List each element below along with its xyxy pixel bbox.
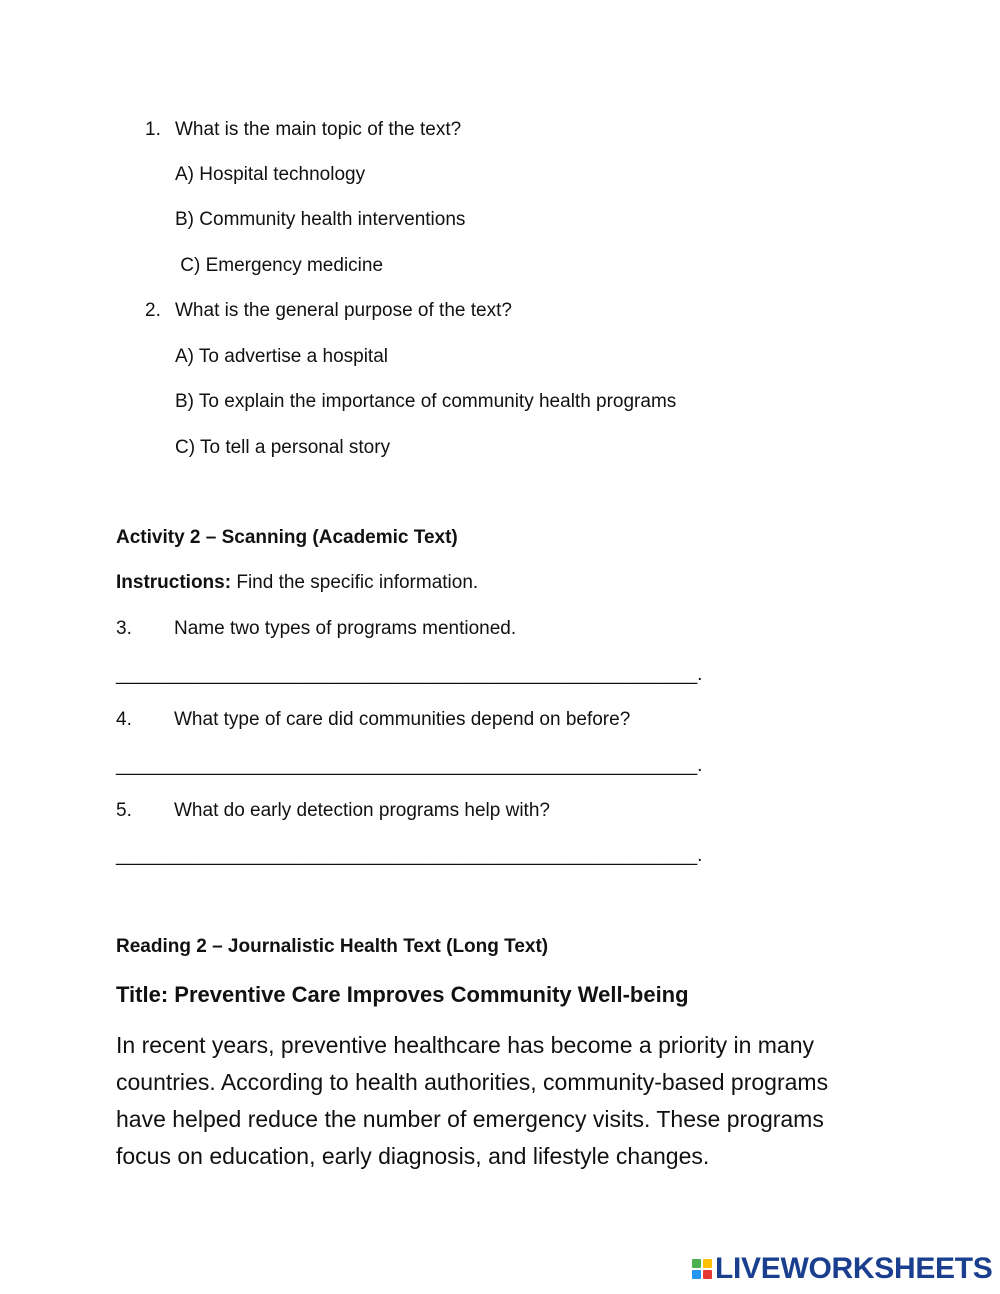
question-2-option-b[interactable]: B) To explain the importance of community health programs — [175, 391, 677, 412]
question-5-answer-blank[interactable]: _______________________________________________________. — [116, 845, 703, 866]
question-3-answer-blank[interactable]: _______________________________________________________. — [116, 664, 703, 685]
activity-2-instructions — [116, 572, 478, 594]
reading-2-title: Title: Preventive Care Improves Community Well-being — [116, 982, 689, 1007]
instructions-text: Find the specific information. — [231, 572, 479, 593]
question-2-number: 2. — [145, 300, 161, 321]
question-1-text: What is the main topic of the text? — [175, 119, 462, 140]
question-5-number: 5. — [116, 800, 132, 821]
logo-square-green — [692, 1259, 701, 1268]
question-2-option-c[interactable]: C) To tell a personal story — [175, 437, 391, 458]
question-1-option-c[interactable]: C) Emergency medicine — [175, 255, 384, 276]
logo-square-blue — [692, 1270, 701, 1279]
question-4-text: What type of care did communities depend on before? — [174, 709, 631, 730]
question-3-number: 3. — [116, 618, 132, 639]
liveworksheets-logo-text: LIVEWORKSHEETS — [715, 1252, 993, 1285]
question-4-answer-blank[interactable]: _______________________________________________________. — [116, 755, 703, 776]
reading-2-heading: Reading 2 – Journalistic Health Text (Long Text) — [116, 936, 549, 957]
question-2-text: What is the general purpose of the text? — [175, 300, 512, 321]
logo-square-red — [703, 1270, 712, 1279]
question-1-option-b[interactable]: B) Community health interventions — [175, 209, 466, 230]
instructions-label: Instructions: — [116, 572, 232, 593]
logo-square-yellow — [703, 1259, 712, 1268]
activity-2-heading: Activity 2 – Scanning (Academic Text) — [116, 527, 458, 548]
question-2-option-a[interactable]: A) To advertise a hospital — [175, 346, 388, 367]
reading-2-paragraph: In recent years, preventive healthcare has become a priority in many countries. According to health authorities, community-based programs have helped reduce the number of emergency visits. These programs focus on education, early diagnosis, and lifestyle changes. — [116, 1032, 829, 1169]
question-5-text: What do early detection programs help with? — [174, 800, 550, 821]
liveworksheets-logo-icon — [692, 1259, 712, 1279]
question-4-number: 4. — [116, 709, 132, 730]
question-1-option-a[interactable]: A) Hospital technology — [175, 164, 366, 185]
liveworksheets-logo[interactable] — [692, 1252, 993, 1286]
question-1-number: 1. — [145, 119, 161, 140]
question-3-text: Name two types of programs mentioned. — [174, 618, 517, 639]
